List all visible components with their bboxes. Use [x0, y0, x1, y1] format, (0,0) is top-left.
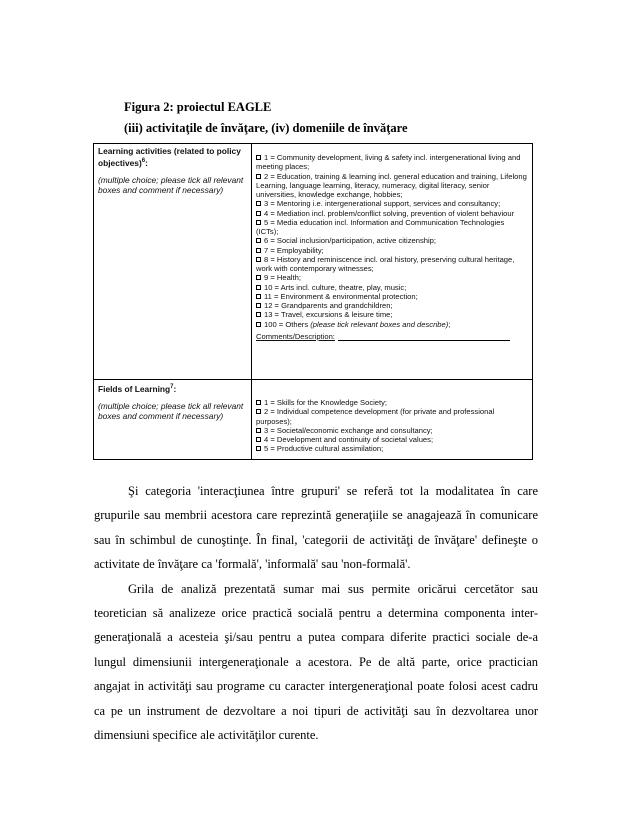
option-1: 1 = Community development, living & safety incl. intergenerational living and meeting places;	[256, 153, 521, 172]
field-option-5: 5 = Productive cultural assimilation;	[256, 444, 528, 453]
checkbox-icon	[256, 275, 261, 280]
figure-subtitle: (iii) activitaţile de învăţare, (iv) domeniile de învăţare	[124, 121, 408, 135]
figure-title: Figura 2: proiectul EAGLE	[124, 100, 272, 114]
fields-of-learning-header: Fields of Learning$^7$:	[98, 383, 177, 394]
option-4: 4 = Mediation incl. problem/conflict solving, prevention of violent behaviour	[256, 209, 528, 218]
option-9: 9 = Health;	[256, 273, 528, 282]
option-6: 6 = Social inclusion/participation, active citizenship;	[256, 236, 528, 245]
option-3: 3 = Mentoring i.e. intergenerational support, services and consultancy;	[256, 199, 528, 208]
checkbox-icon	[256, 201, 261, 206]
checkbox-icon	[256, 303, 261, 308]
learning-activities-header: Learning activities (related to policy objectives)$^6$:	[98, 146, 241, 168]
option-7: 7 = Employability;	[256, 246, 528, 255]
option-2: 2 = Education, training & learning incl. general education and training, Lifelong Learning, language learning, literacy, numeracy, digital literacy, senior universities, knowledge exchange, hobbies;	[256, 171, 527, 199]
checkbox-icon	[256, 312, 261, 317]
field-option-3: 3 = Societal/economic exchange and consultancy;	[256, 426, 528, 435]
checkbox-icon	[256, 238, 261, 243]
checkbox-icon	[256, 428, 261, 433]
checkbox-icon	[256, 155, 261, 160]
field-option-4: 4 = Development and continuity of societal values;	[256, 435, 528, 444]
checkbox-icon	[256, 409, 261, 414]
checkbox-icon	[256, 257, 261, 262]
option-11: 11 = Environment & environmental protection;	[256, 292, 528, 301]
footnote-ref: 6	[141, 157, 146, 164]
learning-activities-label-cell	[98, 147, 248, 195]
field-option-1: 1 = Skills for the Knowledge Society;	[256, 398, 528, 407]
field-option-2: 2 = Individual competence development (for private and professional purposes);	[256, 407, 495, 426]
column-divider	[251, 144, 252, 459]
comments-blank-line	[338, 332, 510, 341]
checkbox-icon	[256, 220, 261, 225]
checkbox-icon	[256, 285, 261, 290]
comments-description: Comments/Description:	[256, 332, 528, 341]
checkbox-icon	[256, 437, 261, 442]
row-divider	[94, 379, 532, 380]
checkbox-icon	[256, 174, 261, 179]
eagle-form-table	[93, 143, 533, 460]
body-text	[94, 479, 538, 747]
fields-of-learning-options	[256, 398, 528, 454]
option-5: 5 = Media education incl. Information and Communication Technologies (ICTs);	[256, 217, 505, 236]
learning-activities-options	[256, 153, 528, 341]
option-13: 13 = Travel, excursions & leisure time;	[256, 310, 528, 319]
checkbox-icon	[256, 294, 261, 299]
checkbox-icon	[256, 400, 261, 405]
checkbox-icon	[256, 211, 261, 216]
fields-of-learning-label-cell	[98, 383, 248, 422]
paragraph-1: Şi categoria 'interacţiunea între grupuri' se referă tot la modalitatea în care grupurile sau membrii acestora care reprezintă generaţiile se anagajează în comunicare sau în schimbul de cunoştinţe. În final, 'categorii de activităţi de învăţare' defineşte o activitate de învăţare ca 'formală', 'informală' sau 'non-formală'.	[94, 484, 538, 572]
checkbox-icon	[256, 322, 261, 327]
learning-activities-note: (multiple choice; please tick all relevant boxes and comment if necessary)	[98, 174, 244, 195]
paragraph-2: Grila de analiză prezentată sumar mai sus permite oricărui cercetător sau teoretician să analizeze orice practică socială pentru a determina componenta inter-generaţională a acesteia şi/sau pentru a putea compara diferite practici sociale de-a lungul dimensiunii intergeneraţionale a acestora. Pe de altă parte, orice practician angajat in activităţi sau programe cu caracter intergeneraţional poate folosi acest cadru ca pe un instrument de dezvoltare a noi tipuri de activităţi sau în dezvoltarea unor dimensiuni specifice ale activităţilor curente.	[94, 581, 538, 743]
option-10: 10 = Arts incl. culture, theatre, play, music;	[256, 283, 528, 292]
option-8: 8 = History and reminiscence incl. oral history, preserving cultural heritage, work with contemporary witnesses;	[256, 254, 515, 273]
checkbox-icon	[256, 446, 261, 451]
option-100: 100 = Others (please tick relevant boxes and describe);	[256, 320, 528, 329]
checkbox-icon	[256, 248, 261, 253]
footnote-ref: 7	[170, 384, 174, 390]
fields-of-learning-note: (multiple choice; please tick all relevant boxes and comment if necessary)	[98, 401, 244, 421]
option-12: 12 = Grandparents and grandchildren;	[256, 301, 528, 310]
